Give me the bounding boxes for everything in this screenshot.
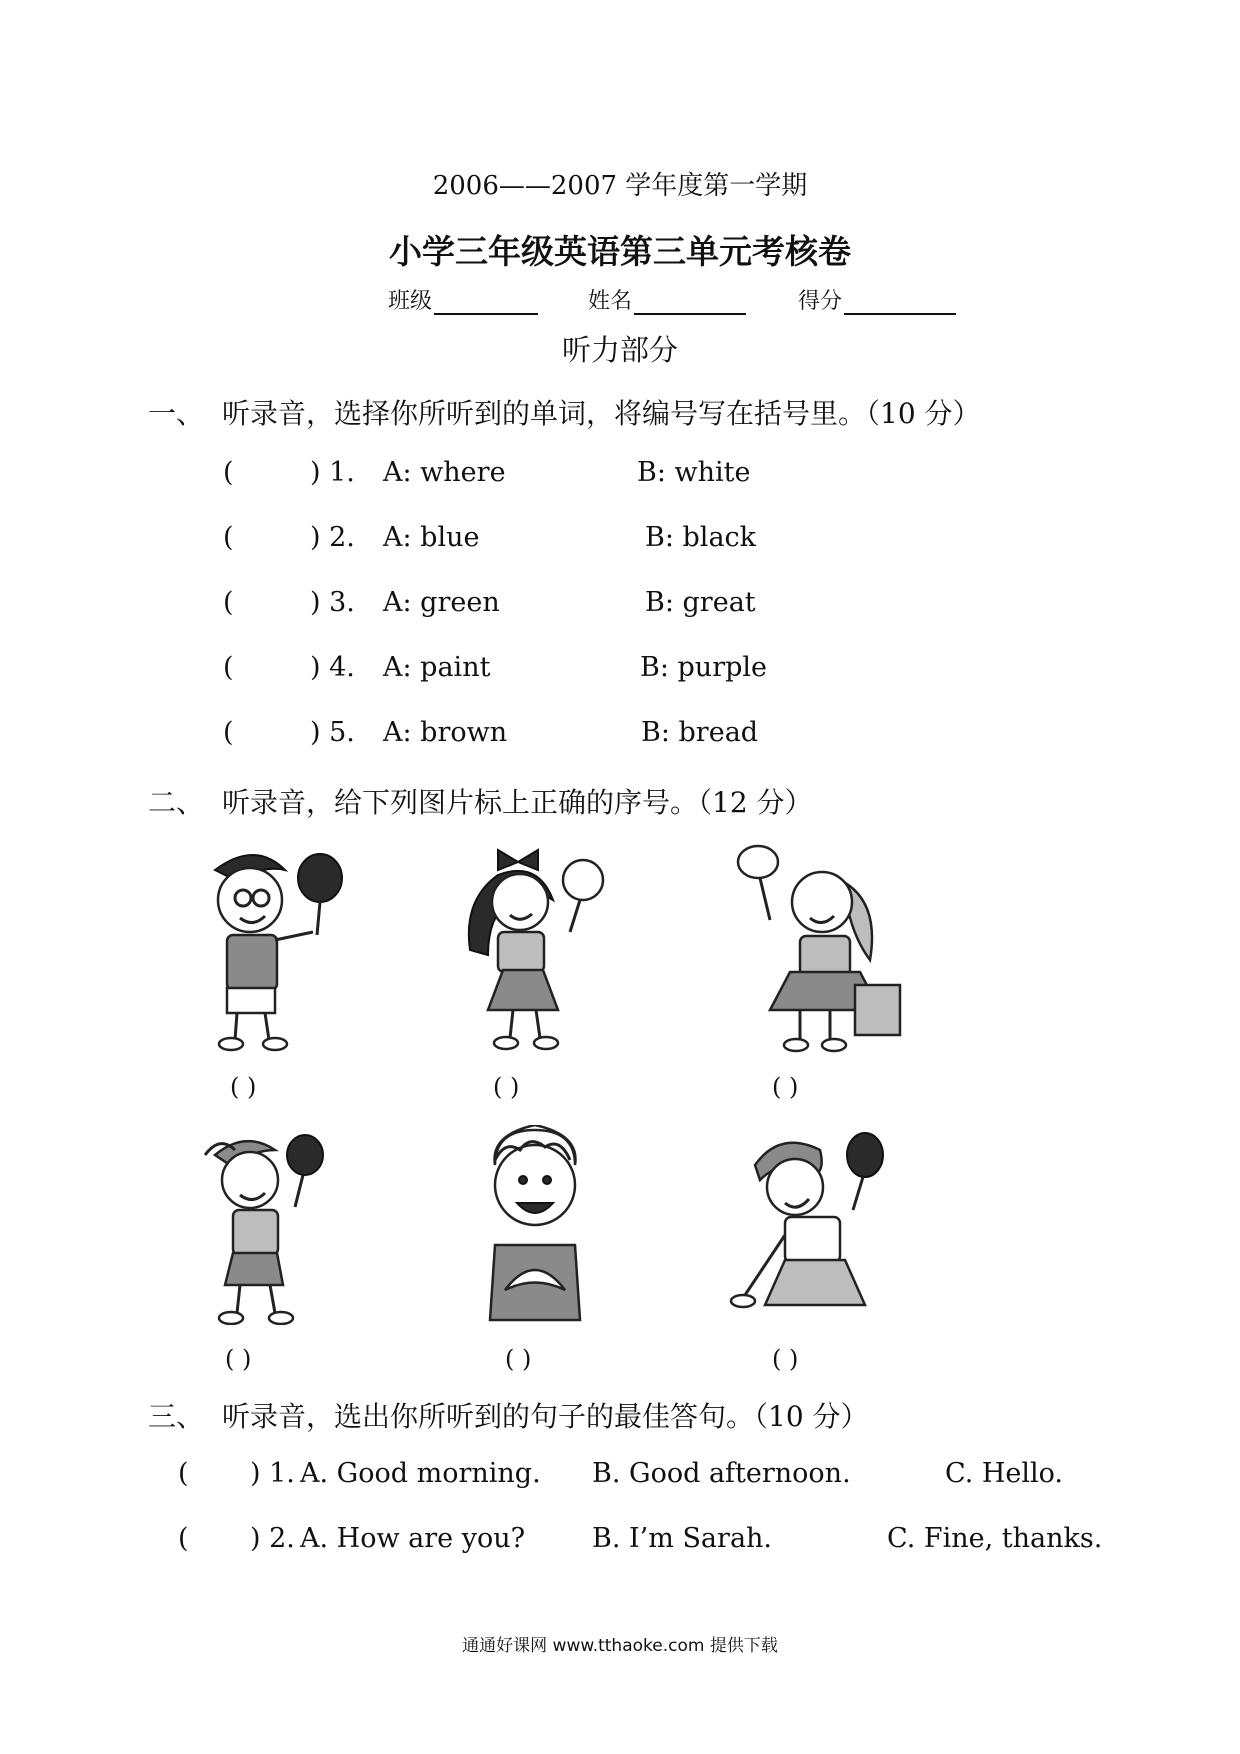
q1-item-number: ) 1. (310, 457, 355, 488)
q3-item-number: ) 1. (250, 1458, 295, 1489)
score-label: 得分 (798, 289, 843, 314)
class-label: 班级 (388, 289, 433, 314)
boy-curly-hands-picture (465, 1125, 605, 1325)
boy-glasses-paddle-picture (195, 840, 365, 1055)
q3-item-number: ) 2. (250, 1523, 295, 1554)
q3-number: 三、 (148, 1400, 205, 1433)
picture-answer-blank[interactable]: ( ) (772, 1073, 799, 1101)
q1-item-number: ) 5. (310, 717, 355, 748)
q3-option-a: A. How are you? (300, 1523, 526, 1554)
q1-item-number: ) 2. (310, 522, 355, 553)
q1-option-a: A: blue (383, 522, 480, 553)
q2-number: 二、 (148, 786, 205, 819)
q1-heading (148, 392, 981, 432)
answer-paren-open[interactable]: ( (178, 1458, 189, 1489)
boy-scratching-head-picture (195, 1125, 345, 1325)
q3-option-c: C. Hello. (945, 1458, 1064, 1489)
class-field[interactable] (388, 284, 538, 315)
picture-answer-blank[interactable]: ( ) (493, 1073, 520, 1101)
q1-option-b: B: white (637, 457, 751, 488)
name-label: 姓名 (588, 289, 633, 314)
q1-instruction: 听录音，选择你所听到的单词，将编号写在括号里。（10 分） (222, 397, 981, 430)
q3-option-b: B. Good afternoon. (592, 1458, 851, 1489)
exam-title: 小学三年级英语第三单元考核卷 (389, 232, 851, 271)
q1-number: 一、 (148, 397, 205, 430)
q1-option-b: B: bread (641, 717, 759, 748)
q3-heading (148, 1395, 869, 1435)
term-heading: 2006——2007 学年度第一学期 (432, 171, 808, 201)
q3-option-b: B. I’m Sarah. (592, 1523, 773, 1554)
answer-paren-open[interactable]: ( (178, 1523, 189, 1554)
score-field[interactable] (798, 284, 956, 315)
answer-paren-open[interactable]: ( (223, 587, 234, 618)
answer-paren-open[interactable]: ( (223, 652, 234, 683)
q1-option-a: A: green (383, 587, 500, 618)
q1-item-number: ) 4. (310, 652, 355, 683)
name-blank[interactable] (634, 291, 746, 315)
q3-option-a: A. Good morning. (300, 1458, 541, 1489)
q2-heading (148, 781, 813, 821)
q1-option-a: A: brown (383, 717, 508, 748)
picture-answer-blank[interactable]: ( ) (505, 1345, 532, 1373)
q1-option-b: B: black (645, 522, 757, 553)
answer-paren-open[interactable]: ( (223, 717, 234, 748)
q1-item-number: ) 3. (310, 587, 355, 618)
picture-answer-blank[interactable]: ( ) (230, 1073, 257, 1101)
q3-option-c: C. Fine, thanks. (887, 1523, 1103, 1554)
q1-option-b: B: great (645, 587, 756, 618)
kid-kneeling-paddle-picture (725, 1125, 905, 1325)
girl-ponytail-sitting-picture (730, 840, 910, 1055)
answer-paren-open[interactable]: ( (223, 457, 234, 488)
q1-option-b: B: purple (640, 652, 767, 683)
name-field[interactable] (588, 284, 746, 315)
q1-option-a: A: where (383, 457, 506, 488)
picture-answer-blank[interactable]: ( ) (772, 1345, 799, 1373)
q2-instruction: 听录音，给下列图片标上正确的序号。（12 分） (222, 786, 813, 819)
picture-answer-blank[interactable]: ( ) (225, 1345, 252, 1373)
score-blank[interactable] (844, 291, 956, 315)
girl-bow-paddle-picture (458, 840, 618, 1055)
answer-paren-open[interactable]: ( (223, 522, 234, 553)
class-blank[interactable] (434, 291, 538, 315)
footer-source-note: 通通好课网 www.tthaoke.com 提供下载 (462, 1636, 778, 1656)
q3-instruction: 听录音，选出你所听到的句子的最佳答句。（10 分） (222, 1400, 869, 1433)
listening-part-heading: 听力部分 (561, 333, 678, 367)
q1-option-a: A: paint (383, 652, 491, 683)
